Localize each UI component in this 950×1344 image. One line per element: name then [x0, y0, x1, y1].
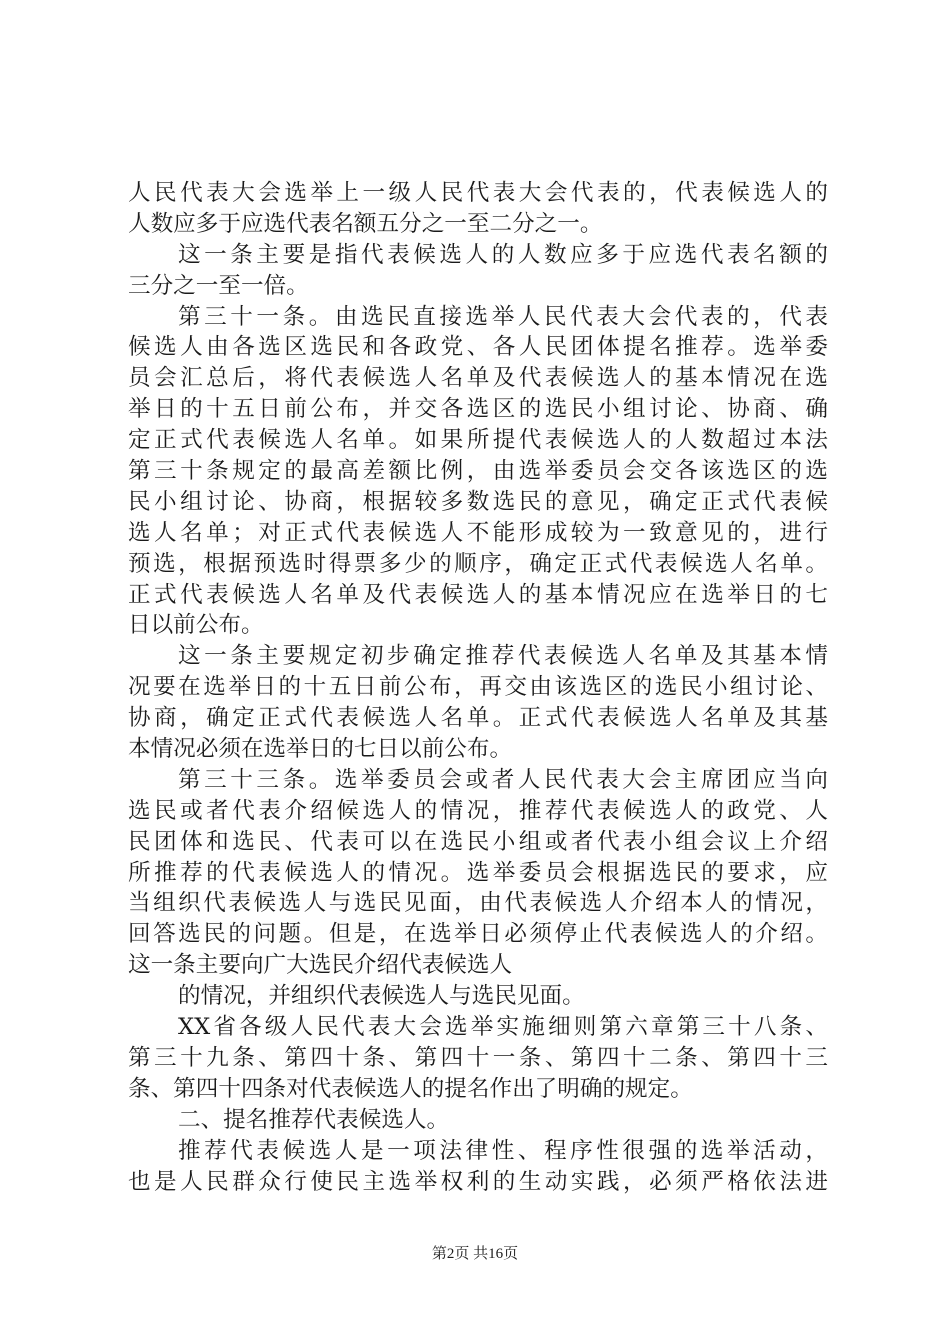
text-line: 这一条主要是指代表候选人的人数应多于应选代表名额的 — [178, 241, 828, 268]
text-line: 三分之一至一倍。 — [128, 272, 309, 299]
text-line: 况要在选举日的十五日前公布，再交由该选区的选民小组讨论、 — [128, 674, 828, 701]
body-text — [128, 178, 828, 1197]
text-line: 的情况，并组织代表候选人与选民见面。 — [178, 983, 585, 1010]
text-line: 也是人民群众行使民主选举权利的生动实践，必须严格依法进 — [128, 1168, 828, 1195]
text-line: 预选，根据预选时得票多少的顺序，确定正式代表候选人名单。 — [128, 550, 828, 577]
text-line: 正式代表候选人名单及代表候选人的基本情况应在选举日的七 — [128, 581, 828, 608]
text-line: 第三十三条。选举委员会或者人民代表大会主席团应当向 — [178, 766, 828, 793]
text-line: 第三十九条、第四十条、第四十一条、第四十二条、第四十三 — [128, 1044, 828, 1071]
text-line: 这一条主要向广大选民介绍代表候选人 — [128, 952, 513, 979]
text-line: 条、第四十四条对代表候选人的提名作出了明确的规定。 — [128, 1075, 693, 1102]
text-line: 人民代表大会选举上一级人民代表大会代表的，代表候选人的 — [128, 180, 828, 206]
text-line: 民团体和选民、代表可以在选民小组或者代表小组会议上介绍 — [128, 828, 828, 855]
text-line: 候选人由各选区选民和各政党、各人民团体提名推荐。选举委 — [128, 334, 828, 361]
text-line: XX省各级人民代表大会选举实施细则第六章第三十八条、 — [178, 1014, 828, 1041]
text-line: 定正式代表候选人名单。如果所提代表候选人的人数超过本法 — [128, 427, 828, 454]
text-line: 本情况必须在选举日的七日以前公布。 — [128, 736, 513, 763]
text-line: 选民或者代表介绍候选人的情况，推荐代表候选人的政党、人 — [128, 797, 828, 824]
text-line: 民小组讨论、协商，根据较多数选民的意见，确定正式代表候 — [128, 488, 828, 515]
page-footer: 第2页 共16页 — [431, 1246, 519, 1262]
text-line: 当组织代表候选人与选民见面，由代表候选人介绍本人的情况， — [128, 890, 828, 917]
text-line: 日以前公布。 — [128, 612, 264, 639]
text-line: 选人名单；对正式代表候选人不能形成较为一致意见的，进行 — [128, 519, 828, 546]
text-line: 员会汇总后，将代表候选人名单及代表候选人的基本情况在选 — [128, 365, 828, 392]
text-line: 二、提名推荐代表候选人。 — [178, 1106, 450, 1133]
text-line: 人数应多于应选代表名额五分之一至二分之一。 — [128, 210, 603, 237]
text-line: 第三十一条。由选民直接选举人民代表大会代表的，代表 — [178, 303, 828, 330]
text-line: 推荐代表候选人是一项法律性、程序性很强的选举活动， — [178, 1137, 828, 1164]
text-line: 举日的十五日前公布，并交各选区的选民小组讨论、协商、确 — [128, 396, 828, 423]
text-line: 回答选民的问题。但是，在选举日必须停止代表候选人的介绍。 — [128, 921, 828, 948]
text-line: 这一条主要规定初步确定推荐代表候选人名单及其基本情 — [178, 643, 828, 670]
text-line: 协商，确定正式代表候选人名单。正式代表候选人名单及其基 — [128, 705, 828, 732]
text-line: 所推荐的代表候选人的情况。选举委员会根据选民的要求，应 — [128, 859, 828, 886]
text-line: 第三十条规定的最高差额比例，由选举委员会交各该选区的选 — [128, 458, 828, 485]
